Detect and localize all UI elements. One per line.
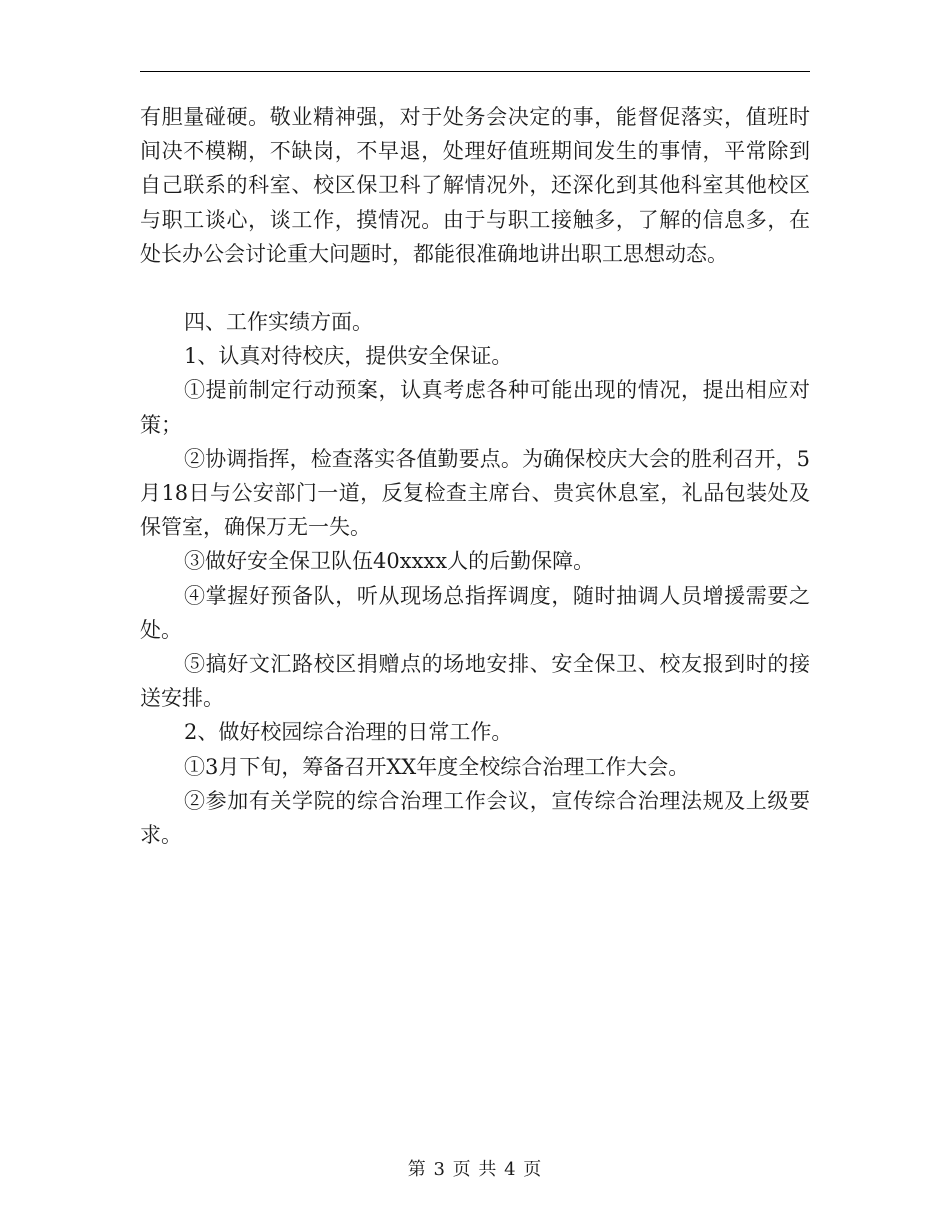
header-rule [140, 71, 810, 72]
section-heading-work-results: 四、工作实绩方面。 [184, 310, 373, 335]
list-item: ⑤搞好文汇路校区捐赠点的场地安排、安全保卫、校友报到时的接送安排。 [140, 652, 810, 711]
document-body [140, 100, 810, 852]
page-footer [0, 1155, 950, 1181]
page-number: 第 3 页 共 4 页 [407, 1159, 543, 1180]
list-item: ②协调指挥，检查落实各值勤要点。为确保校庆大会的胜利召开，5月18日与公安部门一道，反复检查主席台、贵宾休息室，礼品包装处及保管室，确保万无一失。 [140, 446, 810, 540]
paragraph-gap [140, 271, 810, 305]
subheading-campus-governance: 2、做好校园综合治理的日常工作。 [184, 720, 513, 745]
list-item: ①提前制定行动预案，认真考虑各种可能出现的情况，提出相应对策； [140, 378, 810, 437]
list-item: ②参加有关学院的综合治理工作会议，宣传综合治理法规及上级要求。 [140, 788, 810, 848]
list-item: ③做好安全保卫队伍40xxxx人的后勤保障。 [184, 549, 595, 574]
subheading-anniversary-security: 1、认真对待校庆，提供安全保证。 [184, 344, 513, 369]
list-item: ④掌握好预备队，听从现场总指挥调度，随时抽调人员增援需要之处。 [140, 583, 810, 642]
paragraph-continuation: 有胆量碰硬。敬业精神强，对于处务会决定的事，能督促落实，值班时间决不模糊，不缺岗，不早退，处理好值班期间发生的事情，平常除到自己联系的科室、校区保卫科了解情况外，还深化到其他科室其他校区与职工谈心，谈工作，摸情况。由于与职工接触多，了解的信息多，在处长办公会讨论重大问题时，都能很准确地讲出职工思想动态。 [140, 105, 810, 266]
list-item: ①3月下旬，筹备召开XX年度全校综合治理工作大会。 [184, 754, 690, 779]
